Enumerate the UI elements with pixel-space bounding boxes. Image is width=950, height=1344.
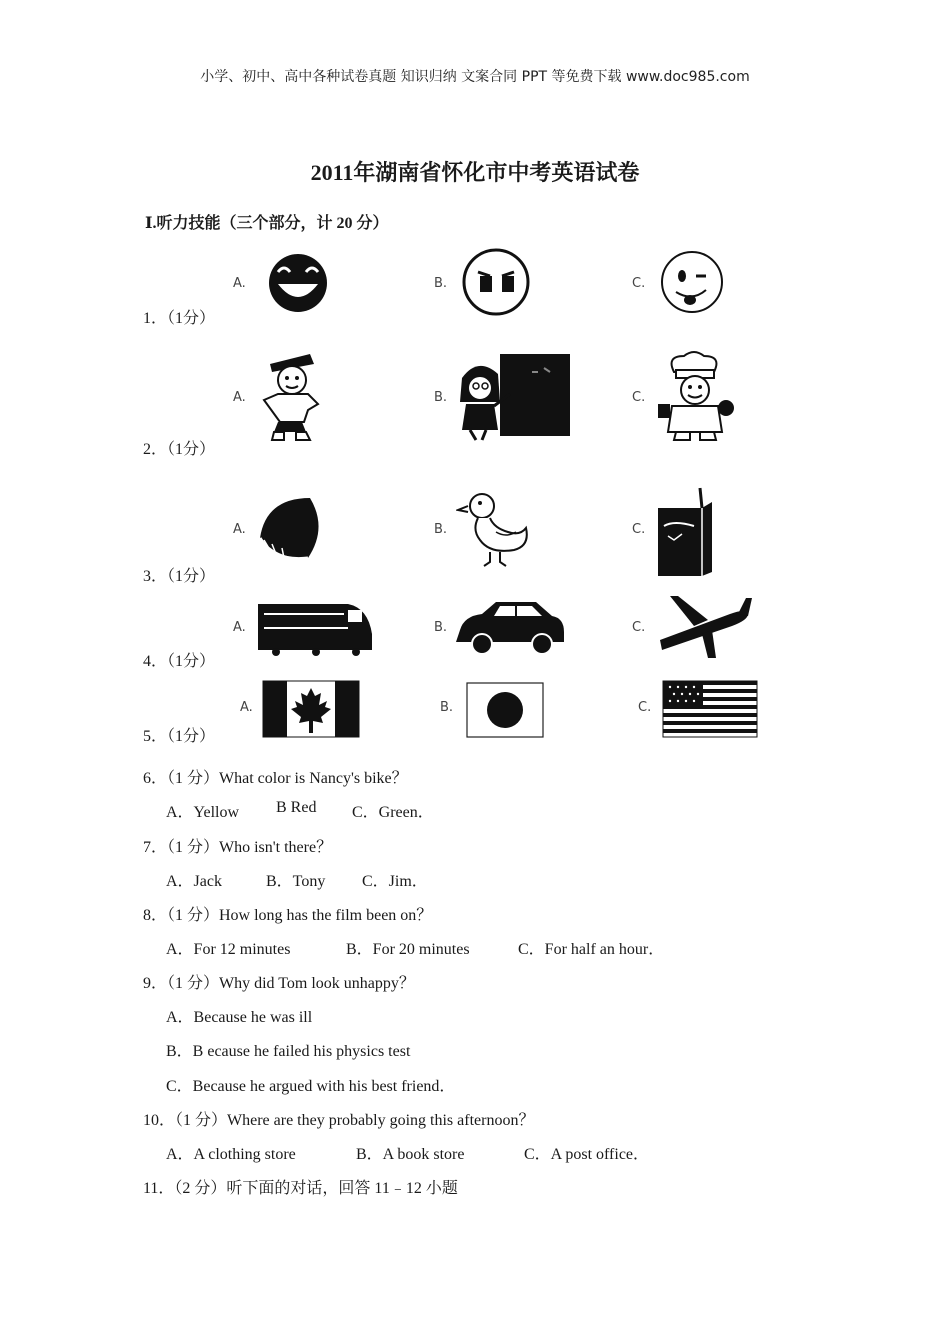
question-7-option-c: C．Jim． (362, 873, 428, 890)
question-5-label: 5．（1分） (143, 728, 216, 745)
question-9-option-c: C．Because he argued with his best friend． (166, 1078, 456, 1095)
question-9-option-b: B．B ecause he failed his physics test (166, 1043, 411, 1060)
question-1-label: 1．（1分） (143, 310, 216, 327)
question-8-option-a: A．For 12 minutes (166, 941, 291, 958)
question-10-stem: 10．（1 分）Where are they probably going this afternoon？ (143, 1112, 535, 1129)
question-7-stem: 7．（1 分）Who isn't there？ (143, 839, 333, 856)
laughing-face-icon (264, 252, 332, 314)
watermelon-icon (256, 494, 328, 562)
q1-option-c-letter: C. (632, 276, 646, 291)
question-6-option-c: C．Green． (352, 804, 434, 821)
duck-icon (456, 488, 536, 570)
question-9-stem: 9．（1 分）Why did Tom look unhappy？ (143, 975, 415, 992)
q5-option-a-letter: A. (240, 700, 253, 715)
question-6-option-b: B Red (276, 799, 317, 816)
page-header: 小学、初中、高中各种试卷真题 知识归纳 文案合同 PPT 等免费下载 www.doc985.com (200, 69, 750, 85)
question-8-stem: 8．（1 分）How long has the film been on？ (143, 907, 433, 924)
question-4-label: 4．（1分） (143, 653, 216, 670)
question-10-option-c: C．A post office． (524, 1146, 650, 1163)
sad-face-icon (460, 248, 532, 316)
question-11-stem: 11．（2 分）听下面的对话，回答 11﹣12 小题 (143, 1180, 458, 1197)
usa-flag-icon (662, 680, 758, 738)
question-6-stem: 6．（1 分）What color is Nancy's bike？ (143, 770, 408, 787)
q3-option-c-letter: C. (632, 522, 646, 537)
question-7-option-a: A．Jack (166, 873, 222, 890)
q1-option-a-letter: A. (233, 276, 246, 291)
q3-option-a-letter: A. (233, 522, 246, 537)
japan-flag-icon (466, 682, 544, 738)
question-6-option-a: A．Yellow (166, 804, 240, 821)
q4-option-b-letter: B. (434, 620, 448, 635)
q5-option-c-letter: C. (638, 700, 652, 715)
question-8-option-c: C．For half an hour． (518, 941, 665, 958)
q2-option-b-letter: B. (434, 390, 448, 405)
dancer-icon (256, 350, 326, 442)
question-10-option-b: B．A book store (356, 1146, 465, 1163)
canada-flag-icon (262, 680, 360, 738)
q3-option-b-letter: B. (434, 522, 448, 537)
question-8-option-b: B．For 20 minutes (346, 941, 470, 958)
cook-icon (652, 350, 738, 442)
question-2-label: 2．（1分） (143, 441, 216, 458)
q5-option-b-letter: B. (440, 700, 454, 715)
question-3-label: 3．（1分） (143, 568, 216, 585)
question-10-option-a: A．A clothing store (166, 1146, 296, 1163)
section-heading: Ⅰ.听力技能（三个部分，计 20 分） (145, 215, 389, 232)
q4-option-c-letter: C. (632, 620, 646, 635)
plane-icon (654, 594, 754, 662)
page-title: 2011年湖南省怀化市中考英语试卷 (310, 160, 640, 185)
juice-box-icon (654, 486, 718, 578)
winking-face-icon (656, 250, 730, 316)
question-9-option-a: A．Because he was ill (166, 1009, 313, 1026)
q2-option-c-letter: C. (632, 390, 646, 405)
car-icon (456, 600, 566, 656)
q4-option-a-letter: A. (233, 620, 246, 635)
teacher-icon (456, 352, 572, 442)
q1-option-b-letter: B. (434, 276, 448, 291)
question-7-option-b: B．Tony (266, 873, 326, 890)
q2-option-a-letter: A. (233, 390, 246, 405)
train-icon (256, 594, 376, 658)
